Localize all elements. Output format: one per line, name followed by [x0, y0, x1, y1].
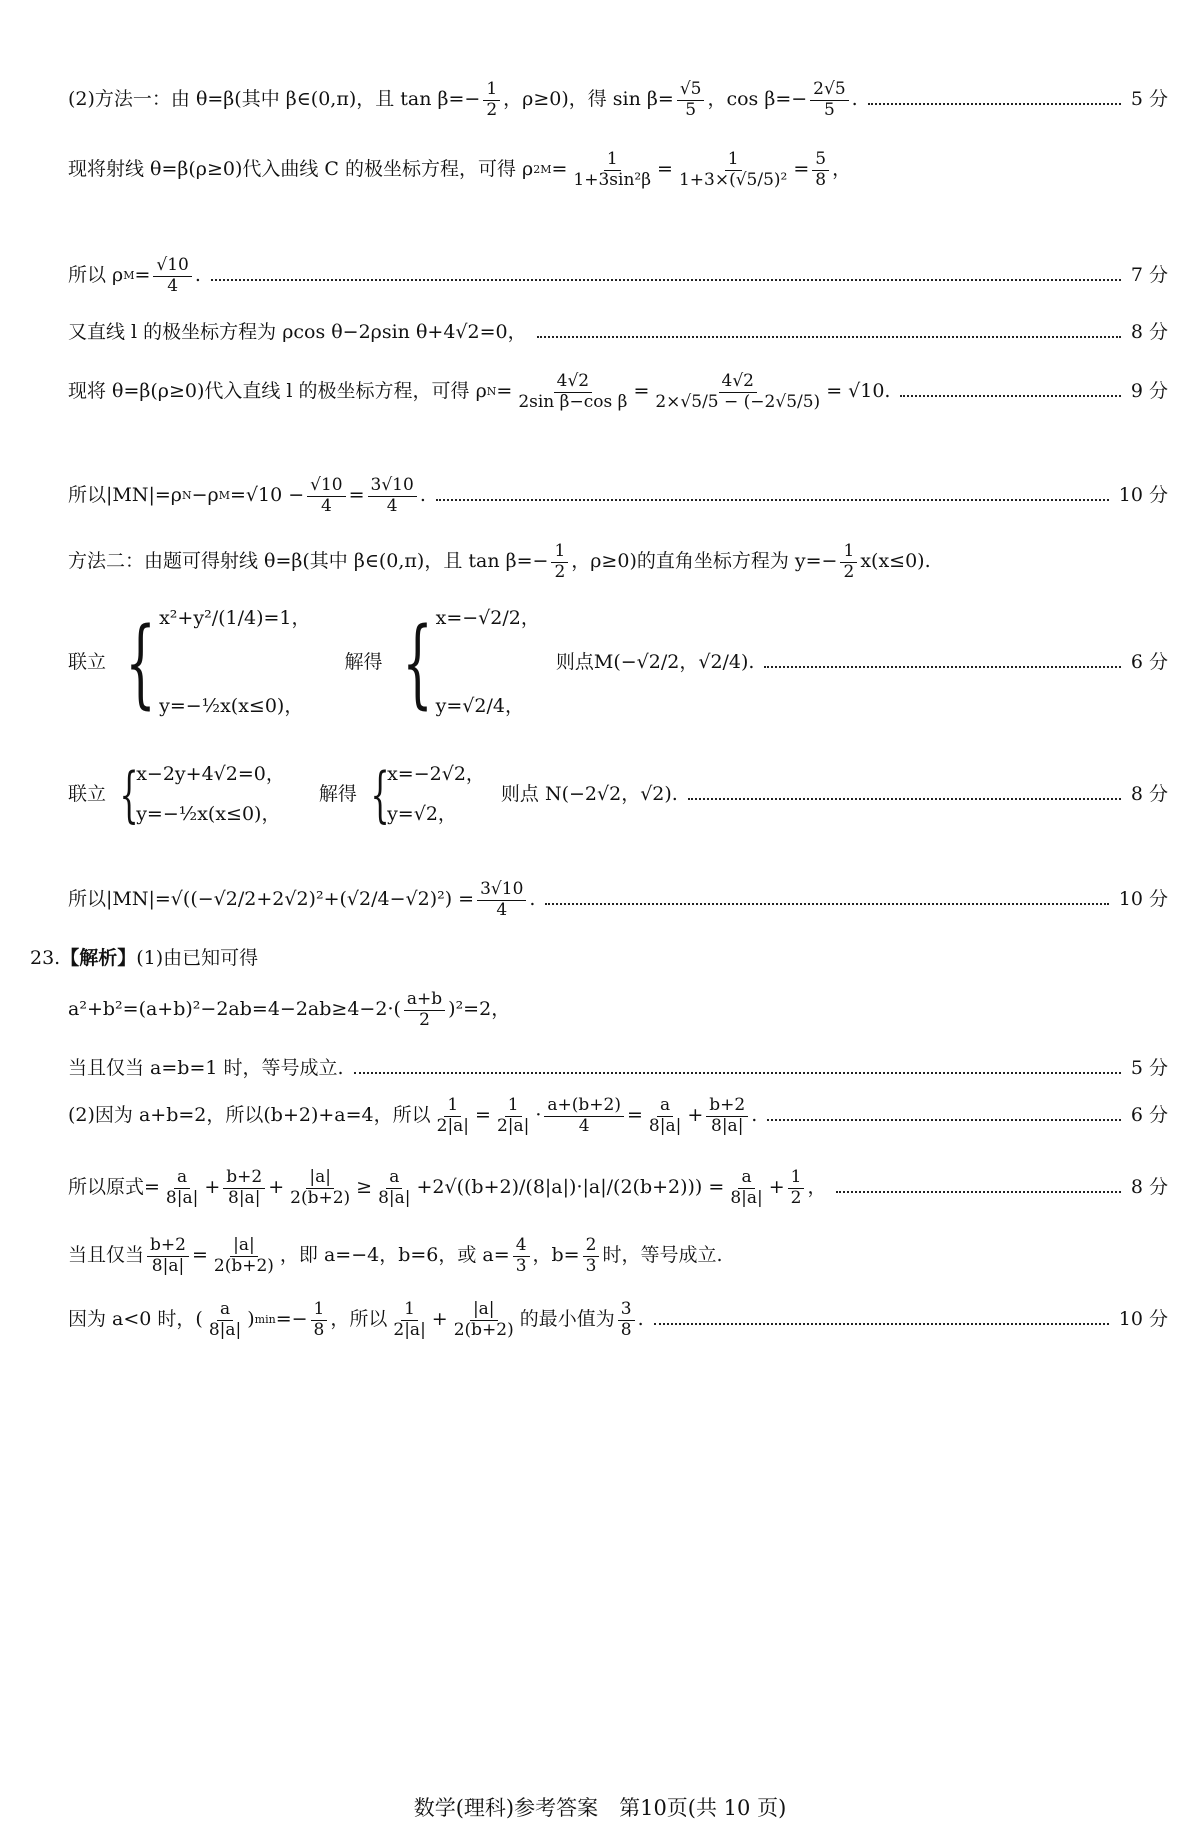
fraction: $\frac{2√5}{5}$: [810, 80, 848, 120]
fraction: $\frac{|a|}{2(b+2)}$: [213, 1235, 274, 1276]
fraction: $\frac{1}{\text{1+3×(√5/5)²}}$: [678, 149, 788, 190]
score-label: 9 分: [1130, 380, 1168, 403]
score-label: 6 分: [1130, 1104, 1168, 1127]
subscript: M: [218, 488, 230, 502]
equation-list: [136, 764, 285, 826]
answer-line-method2-intro: [68, 542, 1168, 582]
equation: y=√2，: [387, 803, 457, 826]
brace-glyph: {: [125, 606, 156, 719]
fraction: $\frac{|a|}{2(b+2)}$: [453, 1299, 514, 1340]
solve-label: 解得: [344, 651, 383, 674]
text-segment: x(x≤0).: [860, 550, 931, 573]
fraction: $\frac{√10}{4}$: [307, 476, 345, 516]
fraction: $\frac{a}{8|a|}$: [165, 1167, 199, 1208]
text-segment: +: [768, 1176, 785, 1199]
text-segment: =√10 −: [229, 484, 305, 507]
text-segment: 又直线 l 的极坐标方程为 ρcos θ−2ρsin θ+4√2=0，: [68, 321, 527, 343]
page-footer: 数学(理科)参考答案 第10页(共 10 页): [413, 1796, 787, 1820]
text-segment: .: [637, 1308, 644, 1331]
score-label: 5 分: [1130, 1057, 1168, 1079]
subscript: M: [123, 268, 135, 282]
leader-dots: [654, 1323, 1109, 1325]
fraction: $\frac{b+2}{8|a|}$: [147, 1236, 189, 1276]
equation: x²+y²/(1/4)=1，: [159, 607, 311, 629]
subscript: M: [540, 162, 552, 176]
text-segment: 所以|MN|=ρ: [68, 484, 182, 507]
fraction: $\frac{a}{8|a|}$: [730, 1167, 763, 1208]
text-segment: ，ρ≥0)，得 sin β=: [503, 88, 674, 111]
fraction: $\frac{|a|}{2(b+2)}$: [290, 1167, 351, 1208]
fraction: $\frac{4√2}{\text{2sin β−cos β}}$: [518, 371, 628, 412]
score-label: 10 分: [1118, 888, 1168, 911]
fraction: $\frac{√5}{5}$: [677, 80, 705, 120]
text-segment: =: [657, 158, 673, 181]
answer-line-rho-m-squared: [68, 150, 1168, 190]
fraction: $\frac{1}{2}$: [840, 542, 857, 582]
text-segment: =−: [275, 1308, 308, 1331]
brace-glyph: {: [401, 606, 433, 719]
fraction: $\frac{3√10}{4}$: [477, 880, 526, 920]
equation-system: [110, 760, 285, 830]
text-segment: .: [194, 264, 201, 287]
fraction: $\frac{b+2}{8|a|}$: [706, 1096, 748, 1136]
point-result: 则点M(−√2/2，√2/4).: [555, 651, 755, 674]
solution-system: [387, 608, 540, 718]
answer-line-system-n: [68, 760, 1168, 830]
text-segment: ): [247, 1308, 255, 1331]
equation-list: [159, 608, 310, 718]
answer-line-method1-intro: [68, 80, 1168, 120]
leader-dots: [537, 336, 1121, 338]
text-segment: 所以原式=: [68, 1176, 160, 1199]
text-segment: (2)方法一：由 θ=β(其中 β∈(0,π)，且 tan β=−: [68, 88, 481, 111]
fraction: $\frac{5}{8}$: [812, 150, 829, 190]
text-segment: .: [419, 484, 426, 507]
equation: x−2y+4√2=0，: [136, 763, 285, 785]
text-segment: +: [268, 1176, 285, 1199]
fraction: $\frac{a+(b+2)}{4}$: [544, 1096, 624, 1136]
fraction: $\frac{4√2}{2\times√5/5 - (-2√5/5)}$: [655, 371, 821, 412]
text-segment: ，cos β=−: [707, 88, 808, 111]
text-segment: ，: [832, 158, 852, 181]
text-segment: =: [551, 158, 568, 181]
answer-line-equality-condition: [68, 1058, 1168, 1080]
leader-dots: [545, 903, 1108, 905]
text-segment: ，即 a=−4，b=6，或 a=: [279, 1244, 510, 1267]
text-segment: 现将射线 θ=β(ρ≥0)代入曲线 C 的极坐标方程，可得 ρ: [68, 158, 534, 181]
solution-system: [361, 760, 485, 830]
score-label: 8 分: [1130, 321, 1168, 343]
text-segment: .: [529, 888, 536, 911]
text-segment: 方法二：由题可得射线 θ=β(其中 β∈(0,π)，且 tan β=−: [68, 550, 549, 573]
text-segment: 所以 ρ: [68, 264, 124, 287]
equation-system: [110, 608, 311, 718]
fraction: $\frac{1}{2|a|}$: [393, 1299, 426, 1340]
answer-line-rho-m: [68, 256, 1168, 296]
text-segment: 当且仅当 a=b=1 时，等号成立.: [68, 1057, 344, 1079]
leader-dots: [900, 395, 1120, 397]
leader-dots: [211, 279, 1121, 281]
score-label: 7 分: [1130, 264, 1168, 287]
text-segment: 因为 a<0 时，(: [68, 1308, 203, 1331]
fraction: $\frac{1}{2}$: [788, 1168, 805, 1208]
text-segment: a²+b²=(a+b)²−2ab=4−2ab≥4−2·(: [68, 998, 401, 1021]
equation: x=−2√2，: [387, 763, 485, 785]
text-segment: (2)因为 a+b=2，所以(b+2)+a=4，所以: [68, 1104, 431, 1127]
fraction: $\frac{1}{8}$: [311, 1300, 328, 1340]
equation: y=√2/4，: [435, 695, 524, 718]
equation-list: [387, 764, 485, 826]
answer-line-rho-n: [68, 372, 1168, 412]
fraction: $\frac{1}{2}$: [551, 542, 568, 582]
text-segment: +: [687, 1104, 704, 1127]
equation-list: [436, 608, 540, 718]
text-segment: 现将 θ=β(ρ≥0)代入直线 l 的极坐标方程，可得 ρ: [68, 380, 487, 403]
subscript: N: [486, 384, 497, 398]
score-label: 10 分: [1118, 1308, 1168, 1331]
leader-dots: [354, 1072, 1121, 1074]
problem-23-header: [30, 948, 1130, 970]
text-segment: =: [793, 158, 810, 181]
equation: y=−½x(x≤0)，: [159, 695, 304, 718]
equation: y=−½x(x≤0)，: [136, 803, 281, 826]
leader-dots: [764, 666, 1120, 668]
answer-line-mn-method2: [68, 880, 1168, 920]
text-segment: ，所以: [330, 1308, 388, 1331]
fraction: $\frac{3√10}{4}$: [368, 476, 417, 516]
text-segment: +2√((b+2)/(8|a|)·|a|/(2(b+2))) =: [416, 1176, 725, 1199]
system-label: 联立: [68, 651, 107, 674]
leader-dots: [767, 1119, 1121, 1121]
leader-dots: [868, 103, 1121, 105]
fraction: $\frac{1}{2|a|}$: [436, 1095, 470, 1136]
text-segment: ，b=: [532, 1244, 580, 1267]
text-segment: (1)由已知可得: [136, 947, 259, 969]
answer-line-original-expression: [68, 1168, 1168, 1208]
score-label: 8 分: [1130, 1176, 1168, 1199]
text-segment: ，ρ≥0)的直角坐标方程为 y=−: [571, 550, 838, 573]
problem-number: 23.: [30, 947, 61, 969]
text-segment: ·: [535, 1104, 542, 1127]
score-label: 8 分: [1130, 783, 1168, 806]
text-segment: −ρ: [191, 484, 219, 507]
brace-glyph: {: [370, 760, 390, 830]
answer-line-system-m: [68, 608, 1168, 718]
fraction: $\frac{1}{2}$: [483, 80, 500, 120]
text-segment: )²=2，: [448, 998, 511, 1021]
superscript: 2: [533, 162, 541, 176]
subscript: min: [254, 1312, 276, 1326]
answer-line-part2-start: [68, 1096, 1168, 1136]
text-segment: +: [431, 1308, 448, 1331]
fraction: $\frac{a}{8|a|}$: [648, 1095, 682, 1136]
answer-line-inequality: [68, 990, 1168, 1030]
text-segment: =: [627, 1104, 643, 1127]
fraction: $\frac{2}{3}$: [583, 1236, 600, 1276]
text-segment: =: [475, 1104, 491, 1127]
text-segment: =: [134, 264, 151, 287]
text-segment: ，: [807, 1176, 827, 1199]
text-segment: =: [496, 380, 513, 403]
text-segment: +: [204, 1176, 221, 1199]
fraction: $\frac{3}{8}$: [618, 1300, 635, 1340]
fraction: $\frac{b+2}{8|a|}$: [223, 1168, 265, 1208]
fraction: $\frac{a+b}{2}$: [404, 990, 445, 1030]
system-label: 联立: [68, 783, 107, 806]
fraction: $\frac{1}{\text{1+3sin²β}}$: [573, 149, 652, 190]
solve-label: 解得: [318, 783, 357, 806]
leader-dots: [688, 798, 1121, 800]
text-segment: = √10.: [826, 380, 891, 403]
fraction: $\frac{4}{3}$: [513, 1236, 530, 1276]
brace-glyph: {: [119, 760, 139, 830]
score-label: 10 分: [1118, 484, 1168, 507]
leader-dots: [836, 1191, 1120, 1193]
leader-dots: [436, 499, 1109, 501]
text-segment: 时，等号成立.: [602, 1244, 723, 1267]
score-label: 5 分: [1130, 88, 1168, 111]
answer-line-line-polar-eq: [68, 322, 1168, 344]
equation: x=−√2/2，: [435, 607, 540, 629]
text-segment: 的最小值为: [519, 1308, 615, 1331]
fraction: $\frac{a}{8|a|}$: [378, 1167, 411, 1208]
fraction: $\frac{√10}{4}$: [153, 256, 191, 296]
text-segment: =: [633, 380, 650, 403]
text-segment: ≥: [356, 1176, 373, 1199]
text-segment: =: [348, 484, 365, 507]
text-segment: .: [751, 1104, 758, 1127]
text-segment: 所以|MN|=√((−√2/2+2√2)²+(√2/4−√2)²) =: [68, 888, 475, 911]
answer-line-mn-method1: [68, 476, 1168, 516]
answer-line-minimum-value: [68, 1300, 1168, 1340]
answer-line-equality-values: [68, 1236, 1168, 1276]
analysis-tag: 【解析】: [60, 947, 137, 969]
point-result: 则点 N(−2√2，√2).: [500, 783, 678, 806]
text-segment: 当且仅当: [68, 1244, 145, 1267]
subscript: N: [181, 488, 192, 502]
fraction: $\frac{1}{2|a|}$: [496, 1095, 530, 1136]
text-segment: =: [191, 1244, 208, 1267]
score-label: 6 分: [1130, 651, 1168, 674]
fraction: $\frac{a}{8|a|}$: [208, 1299, 242, 1340]
text-segment: .: [851, 88, 858, 111]
